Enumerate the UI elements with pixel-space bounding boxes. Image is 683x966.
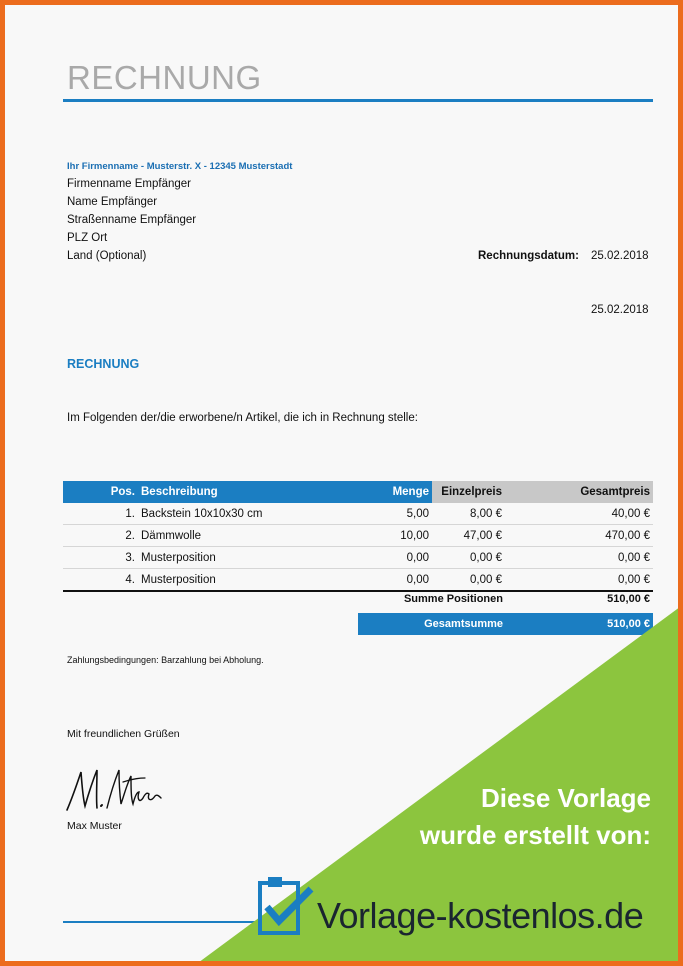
row-quantity: 5,00: [358, 503, 432, 525]
col-header-pos: Pos.: [63, 481, 138, 503]
grand-total-value: 510,00 €: [607, 618, 650, 630]
promo-line-2: wurde erstellt von:: [419, 820, 651, 850]
row-pos: 1.: [63, 503, 138, 525]
promo-line-1: Diese Vorlage: [480, 783, 651, 813]
closing-greeting: Mit freundlichen Grüßen: [67, 728, 180, 740]
row-total-price: 0,00 €: [505, 569, 653, 592]
brand-logo-text[interactable]: Vorlage-kostenlos.de: [317, 895, 644, 936]
signer-name: Max Muster: [67, 820, 122, 832]
sender-line: Ihr Firmenname - Musterstr. X - 12345 Musterstadt: [67, 161, 293, 172]
recipient-street: Straßenname Empfänger: [67, 214, 197, 226]
row-unit-price: 0,00 €: [432, 569, 505, 592]
row-description: Backstein 10x10x30 cm: [138, 503, 358, 525]
row-quantity: 0,00: [358, 569, 432, 592]
row-unit-price: 8,00 €: [432, 503, 505, 525]
intro-text: Im Folgenden der/die erworbene/n Artikel, die ich in Rechnung stelle:: [67, 412, 418, 424]
row-pos: 4.: [63, 569, 138, 592]
row-unit-price: 47,00 €: [432, 525, 505, 547]
grand-total-label: Gesamtsumme: [424, 618, 503, 630]
col-header-description: Beschreibung: [138, 481, 358, 503]
recipient-country: Land (Optional): [67, 250, 147, 262]
section-heading: RECHNUNG: [67, 357, 140, 371]
row-quantity: 10,00: [358, 525, 432, 547]
recipient-company: Firmenname Empfänger: [67, 178, 191, 190]
invoice-date-label: Rechnungsdatum:: [478, 250, 579, 262]
row-unit-price: 0,00 €: [432, 547, 505, 569]
row-description: Dämmwolle: [138, 525, 358, 547]
recipient-name: Name Empfänger: [67, 196, 158, 208]
document-date-value: 25.02.2018: [591, 304, 649, 316]
row-quantity: 0,00: [358, 547, 432, 569]
invoice-date-value: 25.02.2018: [591, 250, 649, 262]
row-total-price: 470,00 €: [505, 525, 653, 547]
row-description: Musterposition: [138, 569, 358, 592]
subtotal-value: 510,00 €: [607, 593, 650, 605]
recipient-city: PLZ Ort: [67, 232, 108, 244]
col-header-quantity: Menge: [358, 481, 432, 503]
payment-terms: Zahlungsbedingungen: Barzahlung bei Abholung.: [67, 655, 264, 665]
row-pos: 2.: [63, 525, 138, 547]
col-header-total-price: Gesamtpreis: [505, 481, 653, 503]
col-header-unit-price: Einzelpreis: [432, 481, 505, 503]
subtotal-label: Summe Positionen: [403, 593, 503, 605]
row-description: Musterposition: [138, 547, 358, 569]
document-title: RECHNUNG: [67, 59, 262, 96]
row-total-price: 40,00 €: [505, 503, 653, 525]
row-pos: 3.: [63, 547, 138, 569]
row-total-price: 0,00 €: [505, 547, 653, 569]
document-check-icon: [257, 877, 315, 939]
